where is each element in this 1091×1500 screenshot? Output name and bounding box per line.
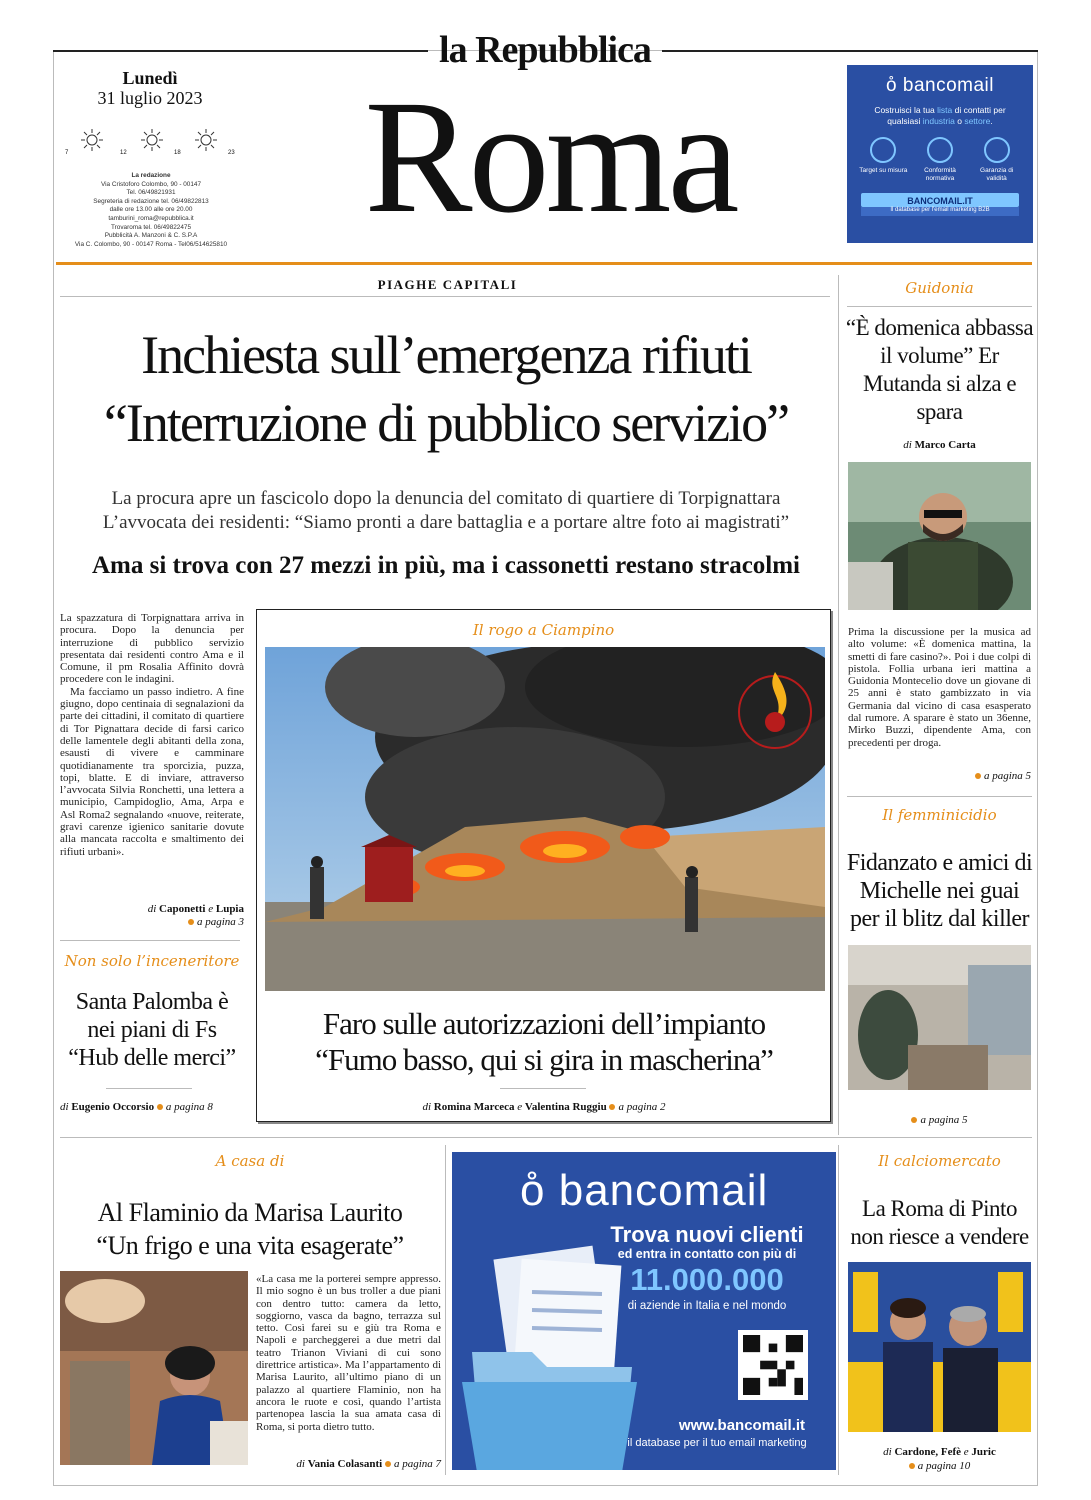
calciomercato-kicker: Il calciomercato <box>878 1152 1001 1170</box>
laurito-body: «La casa me la porterei sempre appresso. Il mio sogno è un bus troller a due piani con dentro tutto: camera da letto, soggiorno, vasca da bagno, terrazza sul tetto. Così farei su e giù tra Roma e Napoli e parcheggerei a due metri dal teatro Trianon Viviani di cui sono direttrice artistica». Ma l’appartamento di Marisa Laurito, all’ultimo piano di un palazzo al quartiere Flaminio, non ha ancora le ruote e così, quando l’artista partenopea lascia la sua amata casa di Roma, si porta dietro tutto. <box>256 1273 441 1433</box>
column-rule <box>838 275 839 1135</box>
bullet-icon <box>157 1104 163 1110</box>
laurito-byline[interactable]: di Vania Colasanti a pagina 7 <box>296 1458 441 1470</box>
femminicidio-headline[interactable]: Fidanzato e amici di Michelle nei guai per il blitz dal killer <box>846 850 1033 932</box>
redazione-info <box>65 172 237 249</box>
newspaper-logo: la Repubblica <box>439 29 651 71</box>
ad-number: 11.000.000 <box>630 1262 784 1297</box>
femminicidio-pageref[interactable]: a pagina 5 <box>848 1114 1031 1126</box>
weather-hour: 18 <box>174 150 181 156</box>
palomba-byline[interactable]: di Eugenio Occorsio a pagina 8 <box>60 1101 213 1113</box>
bullet-icon <box>911 1117 917 1123</box>
ad-tagline: il database per il tuo email marketing <box>627 1437 807 1449</box>
ciampino-kicker: Il rogo a Ciampino <box>472 621 615 639</box>
weather-hour: 12 <box>120 150 127 156</box>
femminicidio-photo <box>848 945 1031 1090</box>
bullet-icon <box>609 1104 615 1110</box>
redazione-line: Pubblicità A. Manzoni & C. S.P.A <box>104 232 198 240</box>
ad-feature: Target su misura <box>858 137 908 183</box>
main-subhead[interactable]: Ama si trova con 27 mezzi in più, ma i cassonetti restano stracolmi <box>91 552 801 579</box>
column-rule <box>445 1145 446 1475</box>
ad-url[interactable]: www.bancomail.it <box>678 1417 806 1434</box>
sun-icon <box>140 128 164 152</box>
ad-text: Costruisci la tua lista di contatti per qualsiasi industria o settore. <box>874 105 1006 126</box>
redazione-line: dalle ore 13.00 alle ore 20.00 <box>109 206 193 214</box>
redazione-title: La redazione <box>131 172 171 179</box>
guidonia-headline[interactable]: “È domenica abbassa il volume” Er Mutanda si alza e spara <box>845 315 1034 424</box>
guidonia-photo <box>848 462 1031 610</box>
palomba-kicker: Non solo l’inceneritore <box>64 952 240 970</box>
scene-illustration <box>848 945 1031 1090</box>
guidonia-body: Prima la discussione per la musica ad alto volume: «È domenica mattina, la smetti di fare casino?». Poi i due colpi di pistola. Follia urbana ieri mattina a Guidonia Montecelio dove un giovane di 25 anni è stato gambizzato in via Germania dal vicino di casa esasperato dal rumore. A sparare è stato un 36enne, Mirko Buzzi, dipendente Ama, con precedenti per droga. <box>848 626 1031 749</box>
issue-day: Lunedì <box>122 68 178 88</box>
main-headline[interactable]: “Interruzione di pubblico servizio” <box>103 393 789 453</box>
section-label: PIAGHE CAPITALI <box>377 277 518 292</box>
guidonia-pageref[interactable]: a pagina 5 <box>848 770 1031 782</box>
weather-hour: 7 <box>65 150 69 156</box>
calciomercato-pageref[interactable]: a pagina 10 <box>848 1460 1031 1472</box>
column-rule <box>838 1145 839 1475</box>
main-headline[interactable]: Inchiesta sull’emergenza rifiuti <box>141 325 751 385</box>
sun-icon <box>194 128 218 152</box>
masthead-divider <box>56 262 1032 265</box>
ciampino-byline[interactable]: di Romina Marceca e Valentina Ruggiu a pagina 2 <box>422 1101 666 1113</box>
ciampino-headline[interactable]: Faro sulle autorizzazioni dell’impianto <box>322 1006 766 1041</box>
section-rule <box>60 296 830 297</box>
guidonia-kicker: Guidonia <box>905 279 974 297</box>
portrait-illustration <box>60 1271 248 1465</box>
portrait-illustration <box>848 462 1031 610</box>
guidonia-byline: di Marco Carta <box>903 439 976 451</box>
bullet-icon <box>975 773 981 779</box>
redazione-line: tamburini_roma@repubblica.it <box>108 214 194 222</box>
femminicidio-kicker: Il femminicidio <box>882 806 997 824</box>
ciampino-headline[interactable]: “Fumo basso, qui si gira in mascherina” <box>315 1042 773 1077</box>
calciomercato-headline[interactable]: La Roma di Pinto non riesce a vendere <box>850 1196 1029 1249</box>
weather-hour: 23 <box>228 150 235 156</box>
section-rule <box>60 940 240 941</box>
bancomail-logo: o̊ bancomail <box>520 1166 769 1215</box>
main-body: La spazzatura di Torpignattara arriva in procura. Dopo la denuncia per interruzione di pubblico servizio presentata dai residenti contro Ama e il Comune, il pm Rosalia Affinito dovrà procedere con le indagini. Ma facciamo un passo indietro. A fine giugno, dopo centinaia di segnalazioni da parte dei cittadini, il comitato di quartiere di Tor Pignattara decide di farsi carico delle lamentele degli abitanti della zona, esausti di vivere e camminare quotidianamente tra sporcizia, puzza, topi, blatte. E di inviare, attraverso l’avvocata Silvia Ronchetti, una lettera a municipio, Campidoglio, Ama, Arpa e Asl Roma2 segnalando «nuove, reiterate, gravi carenze igienico sanitarie dovute alla mancata raccolta e smaltimento dei rifiuti urbani». <box>60 612 244 858</box>
sun-icon <box>80 128 104 152</box>
bullet-icon <box>385 1461 391 1467</box>
ad-tagline: Il database per l'email marketing B2B <box>861 207 1019 216</box>
edition-title: Roma <box>364 68 736 247</box>
laurito-photo <box>60 1271 248 1465</box>
redazione-line: Trovaroma tel. 06/49822475 <box>110 223 192 231</box>
ad-icons <box>855 137 1025 183</box>
masthead-rule-right <box>662 50 1038 52</box>
bancomail-ad-top[interactable] <box>847 65 1033 243</box>
masthead-rule-left <box>53 50 428 52</box>
section-rule <box>847 796 1032 797</box>
ad-button[interactable]: BANCOMAIL.IT <box>861 193 1019 207</box>
section-rule <box>60 1137 1032 1138</box>
bullet-icon <box>909 1463 915 1469</box>
palomba-headline[interactable]: Santa Palomba è nei piani di Fs “Hub delle merci” <box>68 989 236 1071</box>
ad-subline: di aziende in Italia e nel mondo <box>627 1300 787 1312</box>
redazione-line: Tel. 06/49821931 <box>126 189 176 197</box>
badge-icon <box>984 137 1010 163</box>
redazione-line: Via Cristoforo Colombo, 90 - 00147 <box>100 180 202 188</box>
bancomail-ad-bottom[interactable] <box>452 1152 836 1470</box>
laurito-headline[interactable]: “Un frigo e una vita esagerate” <box>96 1231 404 1260</box>
redazione-line: Segreteria di redazione tel. 06/49822813 <box>93 197 209 205</box>
laurito-headline[interactable]: Al Flaminio da Marisa Laurito <box>97 1198 403 1227</box>
bancomail-icon: o̊ <box>886 75 898 96</box>
portrait-illustration <box>848 1262 1031 1432</box>
main-byline: di Caponetti e Lupia <box>147 903 244 915</box>
bullet-icon <box>188 919 194 925</box>
calciomercato-byline: di Cardone, Fefè e Juric <box>883 1446 996 1458</box>
fire-photo <box>265 647 825 991</box>
shield-check-icon <box>927 137 953 163</box>
main-pageref[interactable]: a pagina 3 <box>60 916 244 928</box>
qr-code[interactable] <box>738 1330 808 1400</box>
section-rule <box>847 306 1032 307</box>
folder-icon <box>462 1232 642 1470</box>
laurito-kicker: A casa di <box>215 1152 285 1170</box>
fire-scene <box>265 647 825 991</box>
issue-date: 31 luglio 2023 <box>97 88 203 108</box>
weather-strip <box>62 124 242 160</box>
bancomail-icon: o̊ <box>520 1166 546 1215</box>
story-rule <box>106 1088 192 1089</box>
ad-headline: Trova nuovi clienti <box>610 1222 804 1247</box>
story-rule <box>500 1088 586 1089</box>
redazione-line: Via C. Colombo, 90 - 00147 Roma - Tel06/514625810 <box>74 240 228 248</box>
target-icon <box>870 137 896 163</box>
calciomercato-photo <box>848 1262 1031 1432</box>
ad-feature: Conformità normativa <box>915 137 965 183</box>
ad-feature: Garanzia di validità <box>972 137 1022 183</box>
bancomail-logo: o̊ bancomail <box>886 75 994 96</box>
qr-code-icon <box>743 1335 803 1395</box>
ad-subline: ed entra in contatto con più di <box>617 1247 797 1261</box>
main-deck: La procura apre un fascicolo dopo la denuncia del comitato di quartiere di Torpignattara L’avvocata dei residenti: “Siamo pronti a dare battaglia e a portare altre foto ai magistrati” <box>102 488 790 533</box>
